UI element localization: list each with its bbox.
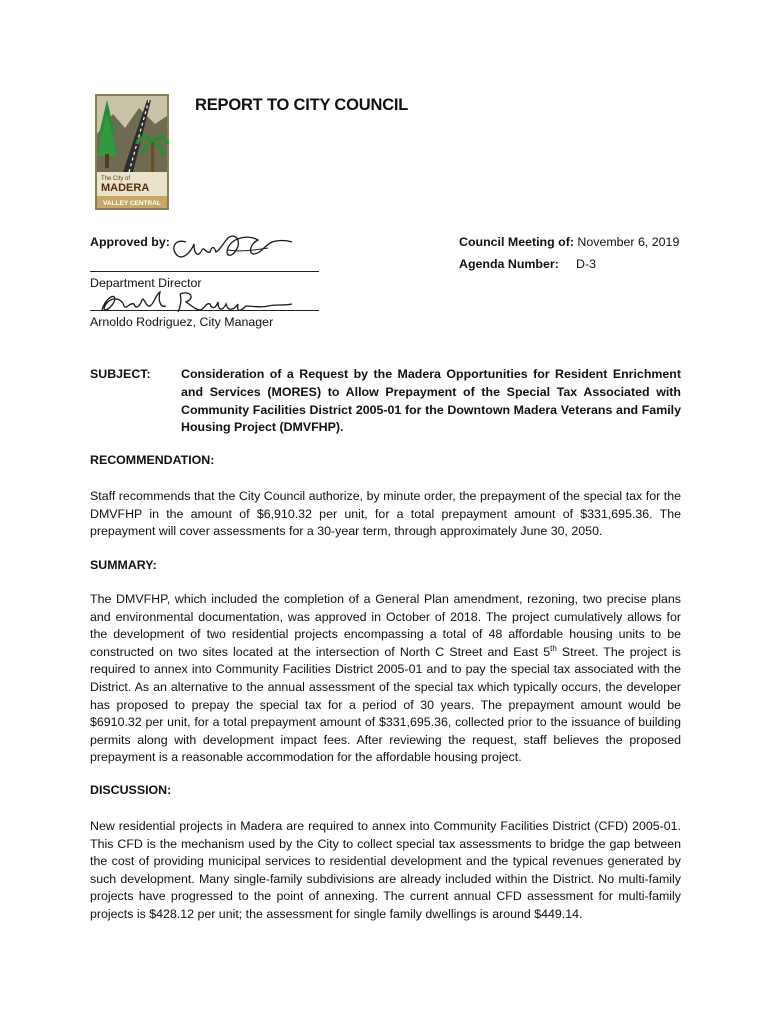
director-title: Department Director (90, 276, 202, 290)
director-signature (168, 228, 298, 268)
summary-text-part2: Street. The project is required to annex into Community Facilities District 2005-01 and to pay the special tax associated with the District. As an alternative to the annual assessment of the special tax which typically occurs, the developer has proposed to prepay the special tax for a period of 30 years. The prepayment amount would be $6910.32 per unit, for a total prepayment amount of $331,695.36, collected prior to the issuance of building permits along with development impact fees. After reviewing the request, staff believes the proposed prepayment is a reasonable accommodation for the affordable housing project. (90, 644, 681, 765)
subject-label: SUBJECT: (90, 367, 151, 381)
city-manager-name: Arnoldo Rodriguez, City Manager (90, 315, 274, 329)
manager-signature-line (90, 310, 319, 311)
approved-by-label: Approved by: (90, 235, 170, 249)
summary-text-part1: The DMVFHP, which included the completion of a General Plan amendment, rezoning, two precise plans and environmental documentation, was approved in October of 2018. The project cumulatively allows for the development of two residential projects encompassing a total of 48 affordable housing units to be constructed on two sites located at the intersection of North C Street and East 5 (90, 592, 681, 659)
report-title: REPORT TO CITY COUNCIL (195, 96, 409, 114)
agenda-number: D-3 (576, 257, 596, 271)
svg-text:VALLEY CENTRAL: VALLEY CENTRAL (103, 200, 161, 207)
recommendation-text: Staff recommends that the City Council authorize, by minute order, the prepayment of the special tax for the DMVFHP in the amount of $6,910.32 per unit, for a total prepayment amount of $331,695.36. The prepayment will cover assessments for a 30-year term, through approximately June 30, 2050. (90, 489, 681, 539)
city-of-madera-logo (95, 94, 169, 210)
agenda-label: Agenda Number: (459, 257, 559, 271)
summary-superscript: th (550, 643, 557, 653)
summary-heading: SUMMARY: (90, 558, 157, 572)
meeting-date: November 6, 2019 (577, 235, 680, 249)
summary-text (90, 591, 681, 767)
meeting-label: Council Meeting of: (459, 235, 574, 249)
subject-text: Consideration of a Request by the Madera Opportunities for Resident Enrichment and Services (MORES) to Allow Prepayment of the Special Tax Associated with Community Facilities District 2005-01 for the Downtown Madera Veterans and Family Housing Project (DMVFHP). (181, 367, 681, 435)
meeting-date-row (459, 234, 679, 252)
svg-text:The City of: The City of (101, 176, 131, 182)
discussion-text: New residential projects in Madera are required to annex into Community Facilities District (CFD) 2005-01. This CFD is the mechanism used by the City to collect special tax assessments to bridge the gap between the cost of providing municipal services to residential development and the typical revenues generated by such development. Many single-family subdivisions are already included within the District. No multi-family projects have progressed to the point of annexing. The current annual CFD assessment for multi-family projects is $428.12 per unit; the assessment for single family dwellings is around $449.14. (90, 819, 681, 921)
director-signature-line (90, 271, 319, 272)
discussion-heading: DISCUSSION: (90, 783, 172, 797)
svg-text:MADERA: MADERA (101, 182, 150, 194)
recommendation-heading: RECOMMENDATION: (90, 453, 215, 467)
